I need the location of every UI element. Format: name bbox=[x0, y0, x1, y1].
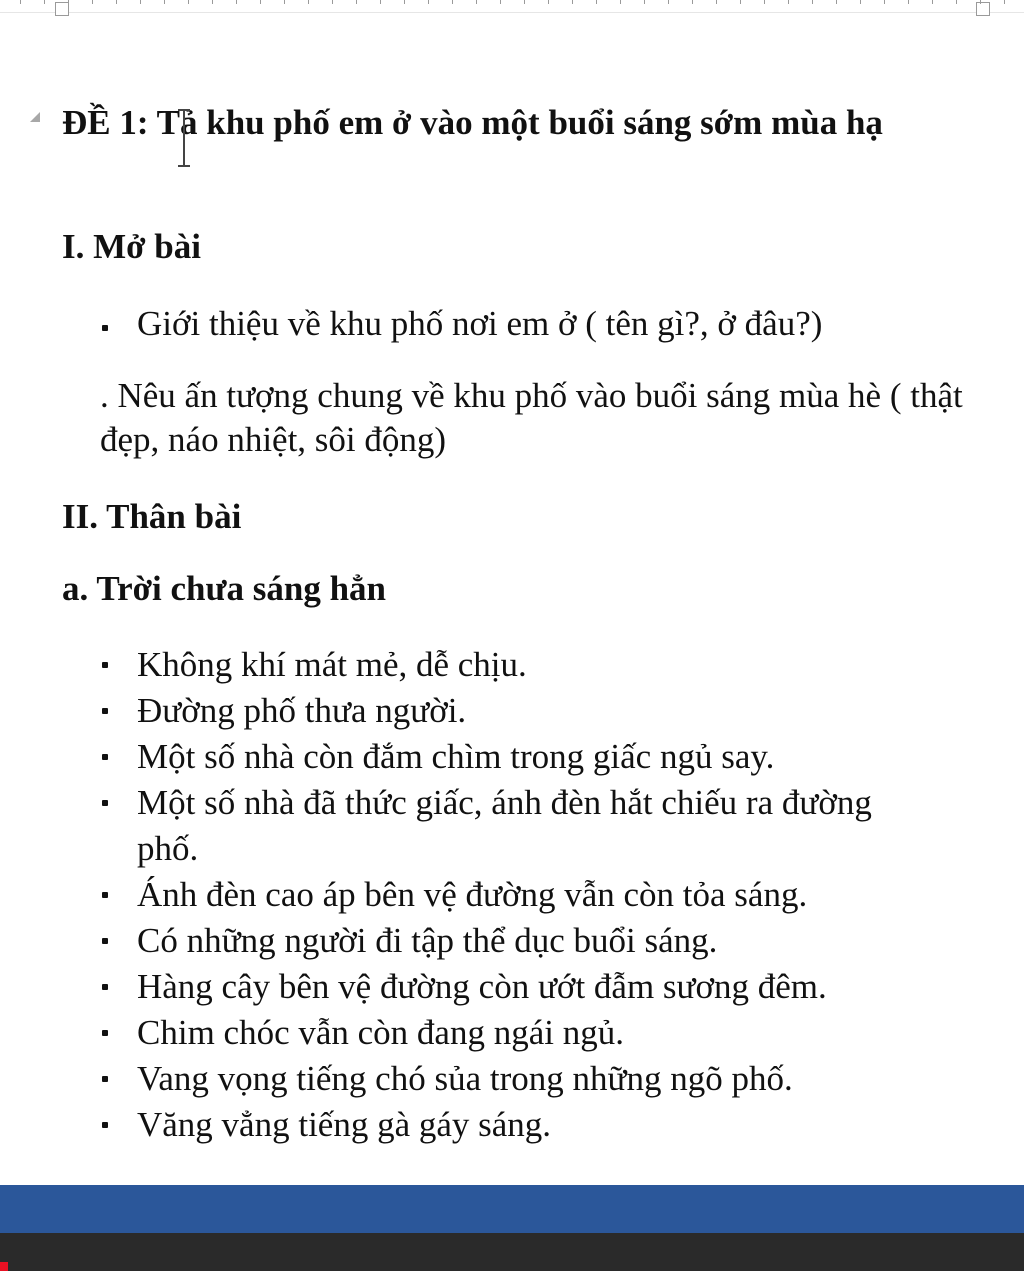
taskbar bbox=[0, 1233, 1024, 1271]
document-title: ĐỀ 1: Tả khu phố em ở vào một buổi sáng sớm mùa hạ bbox=[62, 103, 883, 142]
list-item: Không khí mát mẻ, dễ chịu. bbox=[62, 642, 962, 688]
mo-bai-item-1: Giới thiệu về khu phố nơi em ở ( tên gì?, ở đâu?) bbox=[137, 304, 823, 343]
text-cursor-icon bbox=[177, 108, 191, 168]
bullet-dot bbox=[102, 1122, 108, 1128]
bullet-dot bbox=[102, 984, 108, 990]
heading-troi-chua-sang-han: a. Trời chưa sáng hẳn bbox=[62, 569, 387, 608]
bullet-dot bbox=[102, 1076, 108, 1082]
bullet-dot bbox=[102, 662, 108, 668]
collapse-triangle-icon[interactable] bbox=[30, 112, 40, 122]
list-item: Có những người đi tập thể dục buổi sáng. bbox=[62, 918, 962, 964]
bullet-dot bbox=[102, 708, 108, 714]
list-item: Văng vẳng tiếng gà gáy sáng. bbox=[62, 1102, 962, 1148]
bullet-dot bbox=[102, 325, 108, 331]
bullet-list bbox=[62, 642, 962, 1148]
mo-bai-item-2: . Nêu ấn tượng chung về khu phố vào buổi sáng mùa hè ( thật đẹp, náo nhiệt, sôi động) bbox=[100, 376, 963, 459]
list-item: Vang vọng tiếng chó sủa trong những ngõ phố. bbox=[62, 1056, 962, 1102]
list-item: Chim chóc vẫn còn đang ngái ngủ. bbox=[62, 1010, 962, 1056]
list-item: Ánh đèn cao áp bên vệ đường vẫn còn tỏa sáng. bbox=[62, 872, 962, 918]
list-item: Một số nhà còn đắm chìm trong giấc ngủ say. bbox=[62, 734, 962, 780]
bullet-dot bbox=[102, 1030, 108, 1036]
status-bar bbox=[0, 1185, 1024, 1233]
heading-mo-bai: I. Mở bài bbox=[62, 227, 201, 266]
list-item: Hàng cây bên vệ đường còn ướt đẫm sương đêm. bbox=[62, 964, 962, 1010]
bullet-dot bbox=[102, 938, 108, 944]
list-item: Một số nhà đã thức giấc, ánh đèn hắt chiếu ra đường phố. bbox=[62, 780, 917, 872]
bullet-dot bbox=[102, 892, 108, 898]
taskbar-app-icon[interactable] bbox=[0, 1262, 8, 1271]
bullet-dot bbox=[102, 800, 108, 806]
heading-than-bai: II. Thân bài bbox=[62, 497, 242, 536]
bullet-dot bbox=[102, 754, 108, 760]
list-item: Đường phố thưa người. bbox=[62, 688, 962, 734]
